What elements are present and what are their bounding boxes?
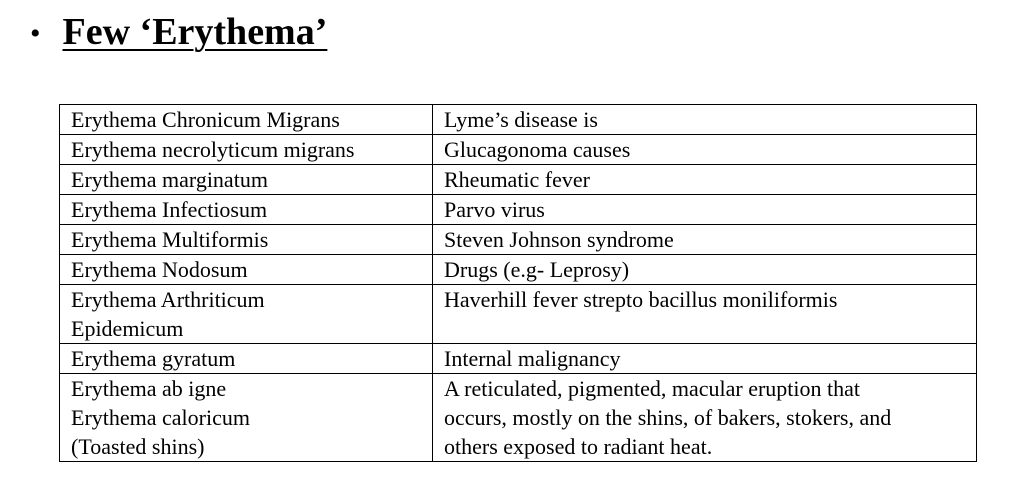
cell-text-line: others exposed to radiant heat. [444, 434, 713, 459]
association-cell [433, 374, 977, 462]
association-cell [433, 135, 977, 165]
erythema-name-cell [60, 135, 433, 165]
erythema-table-body [60, 105, 977, 462]
cell-text-line: occurs, mostly on the shins, of bakers, stokers, and [444, 405, 892, 430]
table-row [60, 344, 977, 374]
table-row [60, 255, 977, 285]
cell-text-line: Erythema Chronicum Migrans [71, 107, 340, 132]
association-cell [433, 344, 977, 374]
association-cell [433, 105, 977, 135]
association-cell [433, 285, 977, 344]
cell-text-line: Lyme’s disease is [444, 107, 598, 132]
table-row [60, 285, 977, 344]
cell-text-line: (Toasted shins) [71, 434, 205, 459]
erythema-name-cell [60, 195, 433, 225]
page-title: Few ‘Erythema’ [62, 11, 328, 53]
cell-text-line: Erythema caloricum [71, 405, 250, 430]
table-row [60, 374, 977, 462]
cell-text-line: Erythema Nodosum [71, 257, 248, 282]
cell-text-line: Erythema necrolyticum migrans [71, 137, 355, 162]
cell-text-line: Erythema gyratum [71, 346, 236, 371]
table-row [60, 135, 977, 165]
association-cell [433, 255, 977, 285]
cell-text-line: A reticulated, pigmented, macular eruption that [444, 376, 861, 401]
cell-text-line: Erythema Multiformis [71, 227, 269, 252]
cell-text-line: Glucagonoma causes [444, 137, 631, 162]
table-row [60, 195, 977, 225]
erythema-name-cell [60, 255, 433, 285]
cell-text-line: Internal malignancy [444, 346, 621, 371]
cell-text-line: Haverhill fever strepto bacillus moniliformis [444, 287, 838, 312]
bullet-point: • [30, 16, 41, 50]
table-row [60, 165, 977, 195]
cell-text-line: Erythema Infectiosum [71, 197, 268, 222]
erythema-name-cell [60, 285, 433, 344]
erythema-table [59, 104, 977, 462]
erythema-name-cell [60, 225, 433, 255]
cell-text-line: Epidemicum [71, 316, 184, 341]
table-row [60, 105, 977, 135]
cell-text-line: Rheumatic fever [444, 167, 590, 192]
erythema-name-cell [60, 344, 433, 374]
heading [30, 10, 327, 56]
table-row [60, 225, 977, 255]
erythema-name-cell [60, 374, 433, 462]
cell-text-line: Erythema Arthriticum [71, 287, 265, 312]
cell-text-line: Erythema ab igne [71, 376, 227, 401]
association-cell [433, 195, 977, 225]
cell-text-line: Parvo virus [444, 197, 545, 222]
cell-text-line: Steven Johnson syndrome [444, 227, 674, 252]
association-cell [433, 225, 977, 255]
association-cell [433, 165, 977, 195]
cell-text-line: Drugs (e.g- Leprosy) [444, 257, 630, 282]
erythema-name-cell [60, 105, 433, 135]
cell-text-line: Erythema marginatum [71, 167, 268, 192]
erythema-name-cell [60, 165, 433, 195]
